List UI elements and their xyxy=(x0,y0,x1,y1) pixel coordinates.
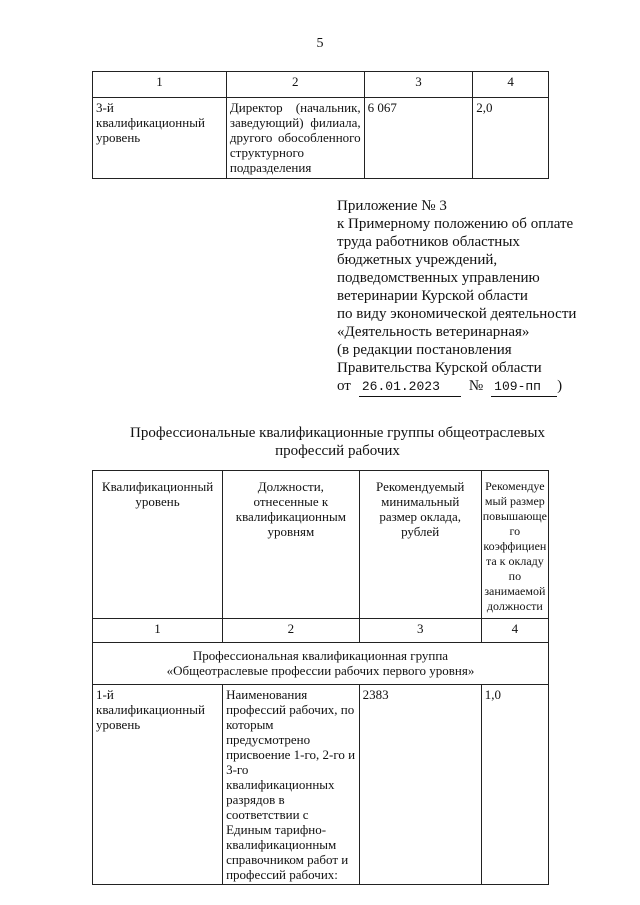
header-coefficient-line: коэффициен xyxy=(483,539,547,553)
header-coefficient-line: должности xyxy=(486,599,543,613)
level-cell: 3-й квалификационный уровень xyxy=(93,98,227,179)
from-prefix: от xyxy=(337,378,351,394)
header-coefficient-line: Рекомендуе xyxy=(485,479,545,493)
group-title-line-2: «Общеотраслевые профессии рабочих первого уровня» xyxy=(166,663,475,678)
section-heading xyxy=(100,424,575,460)
close-paren: ) xyxy=(557,378,563,394)
date-value: 26.01.2023 xyxy=(359,378,461,397)
col-num-2: 2 xyxy=(223,619,360,643)
coefficient-cell: 1,0 xyxy=(481,685,548,885)
header-coefficient-line: по xyxy=(508,569,522,583)
header-coefficient-line: го xyxy=(509,524,521,538)
level-cell: 1-й квалификационный уровень xyxy=(93,685,223,885)
appendix-line: по виду экономической деятельности xyxy=(337,306,577,322)
heading-line-2: профессий рабочих xyxy=(275,443,400,459)
salary-cell: 6 067 xyxy=(364,98,473,179)
appendix-line: (в редакции постановления xyxy=(337,342,512,358)
appendix-line: «Деятельность ветеринарная» xyxy=(337,324,530,340)
top-table xyxy=(92,71,549,179)
header-salary: Рекомендуемый минимальный размер оклада, рублей xyxy=(359,471,481,619)
header-coefficient-line: повышающе xyxy=(482,509,547,523)
header-coefficient-line: та к окладу xyxy=(485,554,544,568)
appendix-line: к Примерному положению об оплате xyxy=(337,216,574,232)
col-num-4: 4 xyxy=(481,619,548,643)
appendix-line: ветеринарии Курской области xyxy=(337,288,528,304)
header-level: Квалификационный уровень xyxy=(93,471,223,619)
main-table xyxy=(92,470,549,885)
appendix-line: Правительства Курской области xyxy=(337,360,542,376)
number-sign: № xyxy=(468,378,484,394)
header-position: Должности, отнесенные к квалификационным уровням xyxy=(223,471,360,619)
header-coefficient-line: занимаемой xyxy=(484,584,546,598)
appendix-line: бюджетных учреждений, xyxy=(337,252,498,268)
position-cell: Директор (начальник, заведующий) филиала, другого обособленного структурного подразделения xyxy=(226,98,364,179)
salary-cell: 2383 xyxy=(359,685,481,885)
number-value: 109-пп xyxy=(491,378,557,397)
col-num-4: 4 xyxy=(473,72,549,98)
coefficient-cell: 2,0 xyxy=(473,98,549,179)
group-title xyxy=(93,643,549,685)
header-coefficient xyxy=(481,471,548,619)
date-number-line xyxy=(337,377,576,397)
position-cell: Наименования профессий рабочих, по которым предусмотрено присвоение 1-го, 2-го и 3-го квалификационных разрядов в соответствии с Единым тарифно-квалификационным справочником работ и профессий рабочих: xyxy=(223,685,360,885)
col-num-3: 3 xyxy=(359,619,481,643)
col-num-1: 1 xyxy=(93,619,223,643)
group-title-line-1: Профессиональная квалификационная группа xyxy=(192,648,449,663)
page-number: 5 xyxy=(316,36,324,51)
heading-line-1: Профессиональные квалификационные группы общеотраслевых xyxy=(130,425,545,441)
appendix-line: подведомственных управлению xyxy=(337,270,540,286)
appendix-block xyxy=(337,197,576,397)
col-num-3: 3 xyxy=(364,72,473,98)
col-num-2: 2 xyxy=(226,72,364,98)
appendix-line: труда работников областных xyxy=(337,234,520,250)
header-coefficient-line: мый размер xyxy=(484,494,545,508)
appendix-line: Приложение № 3 xyxy=(337,198,447,214)
col-num-1: 1 xyxy=(93,72,227,98)
